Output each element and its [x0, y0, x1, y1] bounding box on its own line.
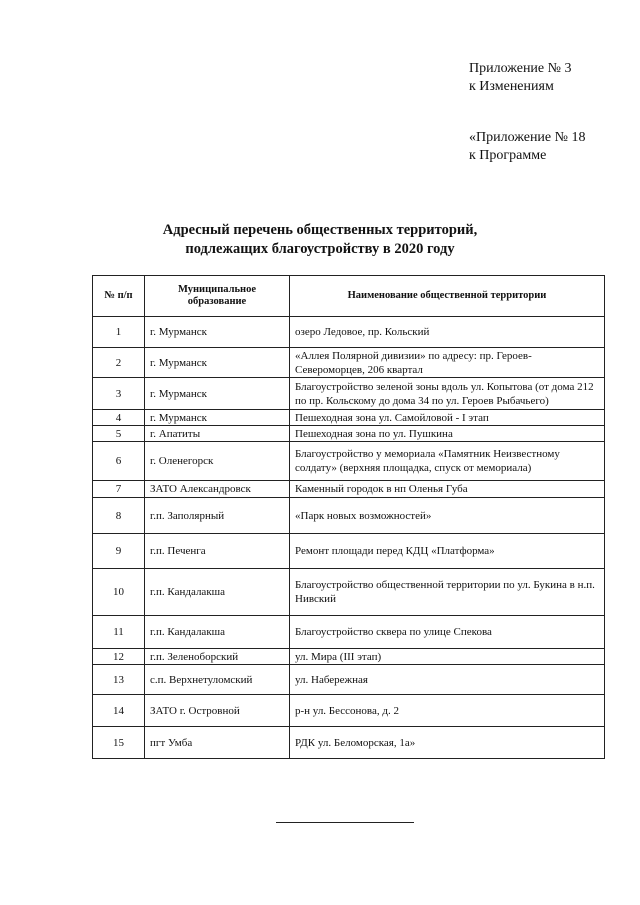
cell-municipality: г. Мурманск — [145, 317, 290, 348]
table-row — [93, 695, 605, 727]
table-row — [93, 317, 605, 348]
cell-num: 10 — [93, 569, 145, 616]
cell-num: 8 — [93, 498, 145, 534]
table-row — [93, 378, 605, 410]
table-header-row — [93, 276, 605, 317]
cell-num: 5 — [93, 426, 145, 442]
table-row — [93, 569, 605, 616]
cell-num: 1 — [93, 317, 145, 348]
cell-territory: ул. Набережная — [290, 665, 605, 695]
cell-territory: озеро Ледовое, пр. Кольский — [290, 317, 605, 348]
cell-territory: РДК ул. Беломорская, 1а» — [290, 727, 605, 759]
territories-table — [92, 275, 605, 759]
document-title — [0, 221, 640, 259]
cell-num: 4 — [93, 410, 145, 426]
cell-num: 9 — [93, 534, 145, 569]
cell-municipality: пгт Умба — [145, 727, 290, 759]
cell-num: 3 — [93, 378, 145, 410]
document-title-line-1: Адресный перечень общественных территорий, — [162, 222, 478, 238]
cell-num: 13 — [93, 665, 145, 695]
cell-municipality: г. Апатиты — [145, 426, 290, 442]
cell-territory: Пешеходная зона ул. Самойловой - I этап — [290, 410, 605, 426]
cell-territory: Каменный городок в нп Оленья Губа — [290, 481, 605, 498]
closing-divider — [276, 822, 414, 823]
cell-municipality: г. Оленегорск — [145, 442, 290, 481]
cell-municipality: г.п. Зеленоборский — [145, 649, 290, 665]
cell-municipality: г.п. Кандалакша — [145, 616, 290, 649]
table-row — [93, 616, 605, 649]
program-appendix-line-1: «Приложение № 18 — [469, 130, 586, 145]
header-num: № п/п — [93, 276, 145, 317]
cell-territory: Пешеходная зона по ул. Пушкина — [290, 426, 605, 442]
cell-num: 2 — [93, 348, 145, 378]
cell-territory: Благоустройство сквера по улице Спекова — [290, 616, 605, 649]
cell-municipality: г. Мурманск — [145, 348, 290, 378]
appendix-line-2: к Изменениям — [469, 79, 554, 94]
cell-num: 6 — [93, 442, 145, 481]
cell-num: 14 — [93, 695, 145, 727]
document-title-line-2: подлежащих благоустройству в 2020 году — [185, 241, 455, 257]
cell-municipality: ЗАТО г. Островной — [145, 695, 290, 727]
table-row — [93, 727, 605, 759]
cell-territory: Благоустройство зеленой зоны вдоль ул. Копытова (от дома 212 по пр. Кольскому до дома 34 по ул. Героев Рыбачьего) — [290, 378, 605, 410]
cell-municipality: с.п. Верхнетуломский — [145, 665, 290, 695]
cell-territory: Благоустройство у мемориала «Памятник Неизвестному солдату» (верхняя площадка, спуск от мемориала) — [290, 442, 605, 481]
table-row — [93, 534, 605, 569]
table-row — [93, 649, 605, 665]
cell-territory: Благоустройство общественной территории по ул. Букина в н.п. Нивский — [290, 569, 605, 616]
cell-municipality: г. Мурманск — [145, 378, 290, 410]
cell-municipality: г.п. Печенга — [145, 534, 290, 569]
appendix-reference — [469, 60, 572, 96]
header-municipality: Муниципальное образование — [145, 276, 290, 317]
cell-municipality: г.п. Заполярный — [145, 498, 290, 534]
cell-municipality: г. Мурманск — [145, 410, 290, 426]
table-row — [93, 481, 605, 498]
cell-num: 12 — [93, 649, 145, 665]
table-row — [93, 665, 605, 695]
table-row — [93, 410, 605, 426]
table-row — [93, 442, 605, 481]
cell-territory: «Аллея Полярной дивизии» по адресу: пр. Героев-Североморцев, 206 квартал — [290, 348, 605, 378]
cell-num: 7 — [93, 481, 145, 498]
appendix-line-1: Приложение № 3 — [469, 61, 572, 76]
program-appendix-reference — [469, 129, 586, 165]
cell-territory: «Парк новых возможностей» — [290, 498, 605, 534]
table-row — [93, 426, 605, 442]
table-row — [93, 348, 605, 378]
cell-num: 15 — [93, 727, 145, 759]
cell-municipality: г.п. Кандалакша — [145, 569, 290, 616]
cell-municipality: ЗАТО Александровск — [145, 481, 290, 498]
program-appendix-line-2: к Программе — [469, 148, 547, 163]
cell-territory: Ремонт площади перед КДЦ «Платформа» — [290, 534, 605, 569]
header-territory: Наименование общественной территории — [290, 276, 605, 317]
cell-territory: ул. Мира (III этап) — [290, 649, 605, 665]
table-row — [93, 498, 605, 534]
cell-territory: р-н ул. Бессонова, д. 2 — [290, 695, 605, 727]
cell-num: 11 — [93, 616, 145, 649]
